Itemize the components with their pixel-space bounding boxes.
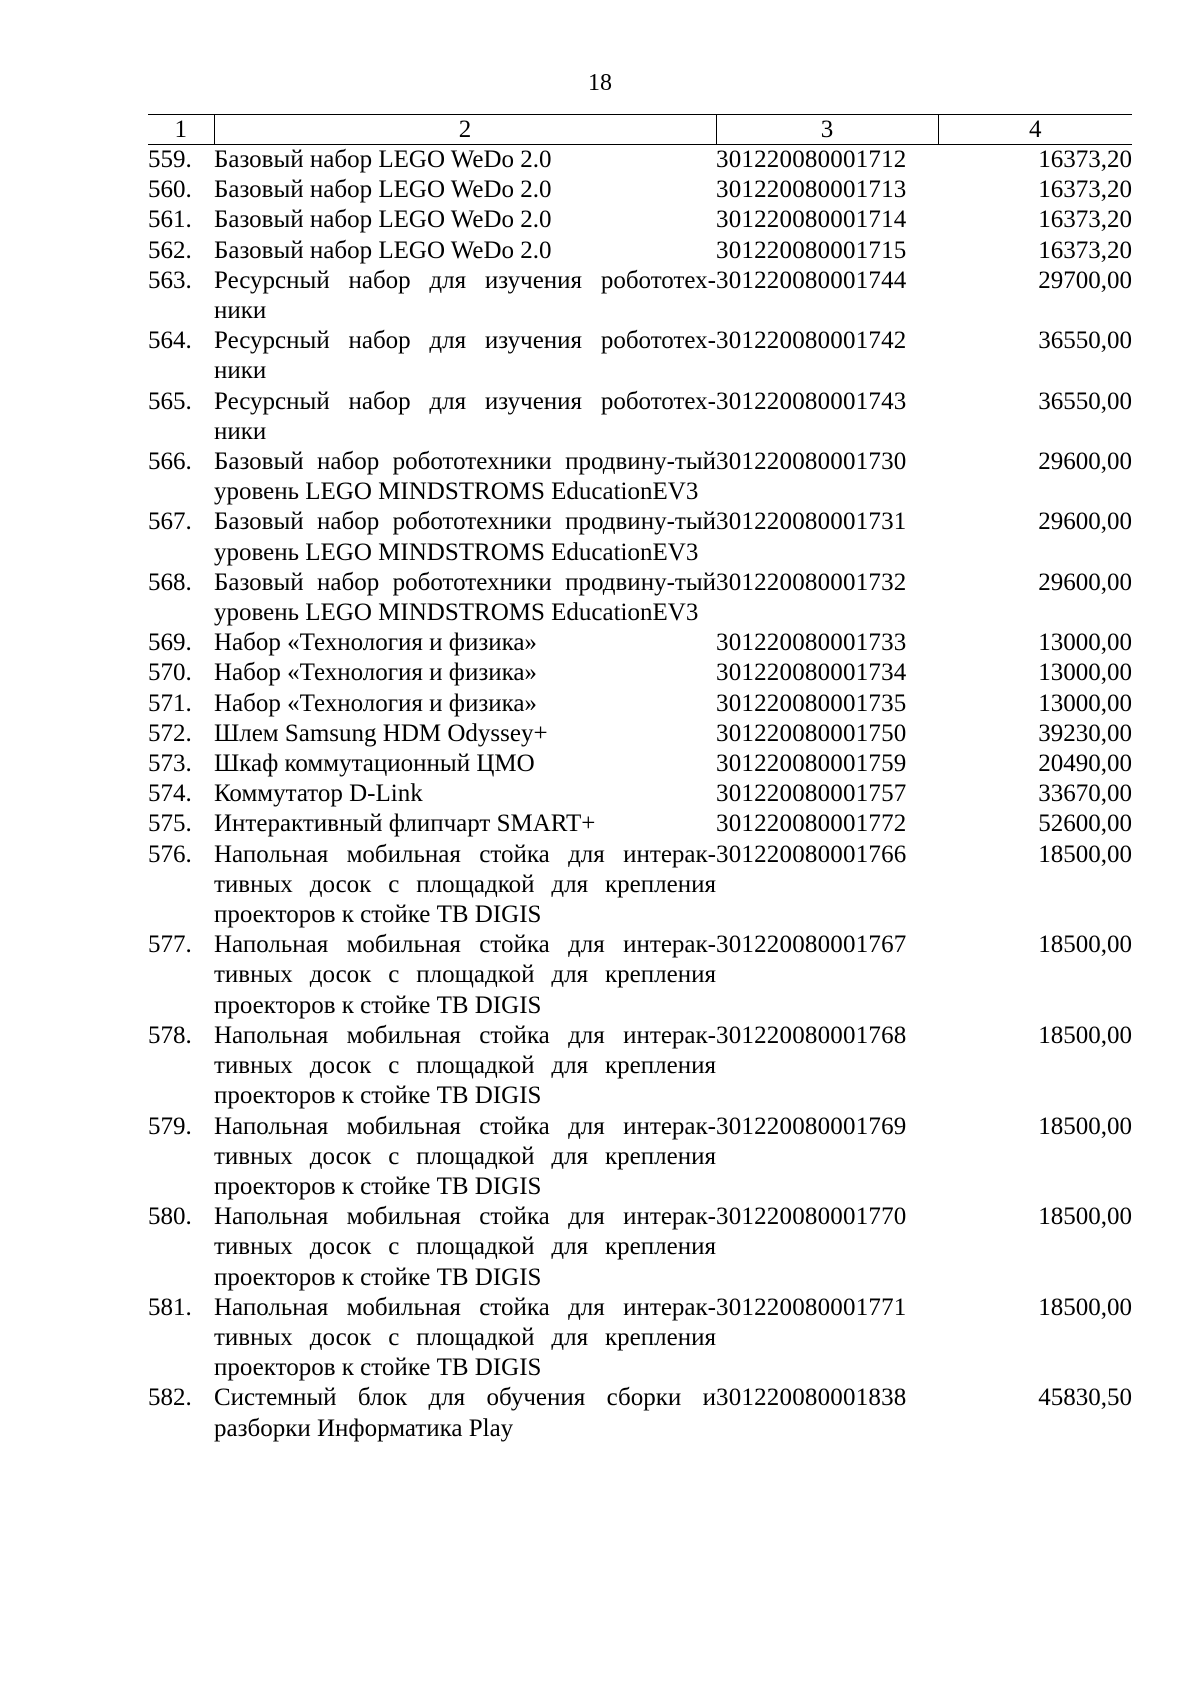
table-row — [148, 1202, 1132, 1293]
inventory-number: 301220080001731 — [716, 508, 907, 536]
table-row — [148, 568, 1132, 628]
table-row — [148, 749, 1132, 779]
inventory-number: 301220080001715 — [716, 236, 907, 264]
item-name: Системный блок для обучения сборки и разборки Информатика Play — [214, 1384, 716, 1442]
item-name: Напольная мобильная стойка для интерак-тивных досок с площадкой для крепления проекторов к стойке TB DIGIS — [214, 840, 716, 929]
row-number: 579. — [148, 1112, 192, 1140]
item-name: Ресурсный набор для изучения робототех-ники — [214, 387, 716, 445]
item-name: Набор «Технология и физика» — [214, 659, 537, 687]
inventory-number: 301220080001750 — [716, 719, 907, 747]
table-row — [148, 1293, 1132, 1384]
table-row — [148, 145, 1132, 176]
header-col-2: 2 — [214, 115, 716, 145]
item-name: Коммутатор D-Link — [214, 780, 423, 808]
inventory-number: 301220080001744 — [716, 266, 907, 294]
table-row — [148, 840, 1132, 931]
row-number: 565. — [148, 387, 192, 415]
inventory-number: 301220080001771 — [716, 1293, 907, 1321]
item-price: 16373,20 — [1038, 206, 1132, 234]
inventory-number: 301220080001730 — [716, 448, 907, 476]
item-price: 29600,00 — [1038, 448, 1132, 476]
item-name: Шкаф коммутационный ЦМО — [214, 750, 535, 778]
header-col-4: 4 — [938, 115, 1132, 145]
table-row — [148, 447, 1132, 507]
inventory-number: 301220080001713 — [716, 176, 907, 204]
inventory-number: 301220080001733 — [716, 629, 907, 657]
item-name: Базовый набор LEGO WeDo 2.0 — [214, 236, 552, 264]
item-name: Базовый набор робототехники продвину-тый уровень LEGO MINDSTROMS EducationEV3 — [214, 568, 716, 627]
inventory-number: 301220080001769 — [716, 1112, 907, 1140]
inventory-table — [148, 114, 1132, 1444]
item-name: Напольная мобильная стойка для интерак-тивных досок с площадкой для крепления проекторов к стойке TB DIGIS — [214, 1293, 716, 1382]
row-number: 559. — [148, 146, 192, 173]
item-price: 36550,00 — [1038, 387, 1132, 415]
inventory-number: 301220080001767 — [716, 931, 907, 959]
item-name: Интерактивный флипчарт SMART+ — [214, 810, 596, 838]
table-row — [148, 1383, 1132, 1443]
header-col-3: 3 — [716, 115, 938, 145]
table-row — [148, 205, 1132, 235]
table-body — [148, 145, 1132, 1444]
table-row — [148, 175, 1132, 205]
inventory-number: 301220080001732 — [716, 568, 907, 596]
item-name: Базовый набор LEGO WeDo 2.0 — [214, 146, 552, 173]
row-number: 570. — [148, 659, 192, 687]
table-row — [148, 1112, 1132, 1203]
item-price: 18500,00 — [1038, 1293, 1132, 1321]
table-row — [148, 779, 1132, 809]
item-price: 20490,00 — [1038, 750, 1132, 778]
page-number: 18 — [588, 70, 612, 96]
row-number: 576. — [148, 840, 192, 868]
inventory-number: 301220080001742 — [716, 327, 907, 355]
item-price: 29600,00 — [1038, 568, 1132, 596]
item-name: Базовый набор робототехники продвину-тый уровень LEGO MINDSTROMS EducationEV3 — [214, 508, 716, 566]
item-price: 45830,50 — [1038, 1384, 1132, 1412]
row-number: 575. — [148, 810, 192, 838]
inventory-number: 301220080001743 — [716, 387, 907, 415]
header-col-1: 1 — [148, 115, 214, 145]
table-row — [148, 658, 1132, 688]
item-price: 29600,00 — [1038, 508, 1132, 536]
item-price: 29700,00 — [1038, 266, 1132, 294]
inventory-number: 301220080001772 — [716, 810, 907, 838]
table-header — [148, 115, 1132, 145]
item-name: Напольная мобильная стойка для интерак-тивных досок с площадкой для крепления проекторов к стойке TB DIGIS — [214, 931, 716, 1019]
inventory-number: 301220080001735 — [716, 689, 907, 717]
item-price: 18500,00 — [1038, 1021, 1132, 1049]
row-number: 577. — [148, 931, 192, 959]
item-name: Шлем Samsung HDM Odyssey+ — [214, 719, 548, 747]
item-price: 13000,00 — [1038, 659, 1132, 687]
item-name: Ресурсный набор для изучения робототех-ники — [214, 266, 716, 325]
item-price: 52600,00 — [1038, 810, 1132, 838]
inventory-number: 301220080001770 — [716, 1203, 907, 1231]
item-price: 18500,00 — [1038, 1203, 1132, 1231]
row-number: 582. — [148, 1384, 192, 1412]
row-number: 580. — [148, 1203, 192, 1231]
item-price: 18500,00 — [1038, 1112, 1132, 1140]
item-name: Напольная мобильная стойка для интерак-тивных досок с площадкой для крепления проекторов к стойке TB DIGIS — [214, 1203, 716, 1291]
item-name: Напольная мобильная стойка для интерак-тивных досок с площадкой для крепления проекторов к стойке TB DIGIS — [214, 1112, 716, 1200]
row-number: 572. — [148, 719, 192, 747]
row-number: 567. — [148, 508, 192, 536]
table-row — [148, 628, 1132, 658]
inventory-number: 301220080001759 — [716, 750, 907, 778]
item-name: Базовый набор LEGO WeDo 2.0 — [214, 206, 552, 234]
item-name: Напольная мобильная стойка для интерак-тивных досок с площадкой для крепления проекторов к стойке TB DIGIS — [214, 1021, 716, 1110]
inventory-number: 301220080001766 — [716, 840, 907, 868]
table-row — [148, 1021, 1132, 1112]
row-number: 581. — [148, 1293, 192, 1321]
table-row — [148, 387, 1132, 447]
table-row — [148, 719, 1132, 749]
row-number: 573. — [148, 750, 192, 778]
row-number: 560. — [148, 176, 192, 204]
item-name: Набор «Технология и физика» — [214, 629, 537, 657]
row-number: 571. — [148, 689, 192, 717]
item-name: Набор «Технология и физика» — [214, 689, 537, 717]
table-row — [148, 236, 1132, 266]
table-row — [148, 507, 1132, 567]
header-row — [148, 115, 1132, 145]
row-number: 568. — [148, 568, 192, 596]
row-number: 566. — [148, 448, 192, 476]
inventory-number: 301220080001714 — [716, 206, 907, 234]
row-number: 578. — [148, 1021, 192, 1049]
table-row — [148, 930, 1132, 1021]
item-price: 33670,00 — [1038, 780, 1132, 808]
item-price: 13000,00 — [1038, 629, 1132, 657]
inventory-number: 301220080001757 — [716, 780, 907, 808]
item-price: 16373,20 — [1038, 176, 1132, 204]
item-price: 36550,00 — [1038, 327, 1132, 355]
inventory-number: 301220080001768 — [716, 1021, 907, 1049]
row-number: 562. — [148, 236, 192, 264]
row-number: 569. — [148, 629, 192, 657]
item-price: 18500,00 — [1038, 931, 1132, 959]
inventory-number: 301220080001712 — [716, 146, 907, 173]
table-row — [148, 809, 1132, 839]
item-price: 39230,00 — [1038, 719, 1132, 747]
row-number: 561. — [148, 206, 192, 234]
inventory-number: 301220080001734 — [716, 659, 907, 687]
item-price: 16373,20 — [1038, 146, 1132, 173]
item-price: 18500,00 — [1038, 840, 1132, 868]
item-name: Базовый набор робототехники продвину-тый уровень LEGO MINDSTROMS EducationEV3 — [214, 448, 716, 506]
row-number: 564. — [148, 327, 192, 355]
item-name: Базовый набор LEGO WeDo 2.0 — [214, 176, 552, 204]
item-price: 16373,20 — [1038, 236, 1132, 264]
table-row — [148, 266, 1132, 326]
row-number: 563. — [148, 266, 192, 294]
row-number: 574. — [148, 780, 192, 808]
inventory-number: 301220080001838 — [716, 1384, 907, 1412]
table-row — [148, 689, 1132, 719]
item-price: 13000,00 — [1038, 689, 1132, 717]
item-name: Ресурсный набор для изучения робототех-ники — [214, 327, 716, 385]
table-row — [148, 326, 1132, 386]
